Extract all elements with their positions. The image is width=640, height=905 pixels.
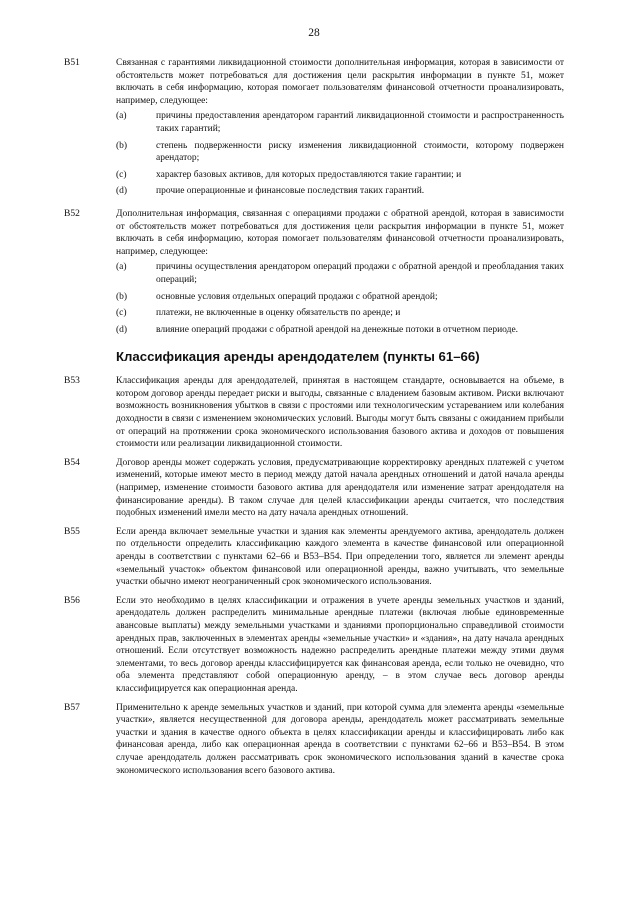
paragraph-b57 bbox=[64, 702, 564, 778]
paragraph-body bbox=[116, 526, 564, 589]
list-item-label: (c) bbox=[116, 169, 127, 180]
paragraph-body bbox=[116, 375, 564, 451]
list-item bbox=[116, 185, 564, 198]
paragraph-b54 bbox=[64, 457, 564, 520]
paragraph-text: Если это необходимо в целях классификации и отражения в учете аренды земельных участков и зданий, арендодатель должен распределить минимальные арендные платежи (включая любые единовременные авансовые выплаты) между земельными участками и зданиями пропорционально справедливой стоимости арендных прав, заключенных в элементах аренды «земельные участки» и «здания», на дату начала арендных отношений. Если отсутствует возможность надежно распределить арендные платежи между этими двумя элементами, то весь договор аренды классифицируется как финансовая аренда, если только не очевидно, что оба элемента представляют собой операционную аренду, – в этом случае весь договор аренды классифицируется как операционная аренда. bbox=[116, 595, 564, 694]
list-item-text: степень подверженности риску изменения ликвидационной стоимости, которому подвержен арендатор; bbox=[156, 140, 564, 164]
paragraph-list bbox=[116, 261, 564, 336]
list-item bbox=[116, 307, 564, 320]
list-item-text: причины осуществления арендатором операций продажи с обратной арендой и преобладания таких операций; bbox=[156, 262, 564, 285]
paragraph-b56 bbox=[64, 595, 564, 696]
paragraph-text: Связанная с гарантиями ликвидационной стоимости дополнительная информация, которая в зависимости от обстоятельств может потребоваться для достижения цели раскрытия информации в пункте 51, может включать в себя информацию, которая помогает пользователям финансовой отчетности проанализировать, например, следующее: bbox=[116, 58, 564, 106]
paragraph-body bbox=[116, 457, 564, 520]
paragraph-b53 bbox=[64, 375, 564, 451]
list-item-label: (a) bbox=[116, 111, 127, 122]
paragraph-number: B52 bbox=[64, 208, 80, 219]
list-item-label: (b) bbox=[116, 291, 128, 302]
list-item-label: (b) bbox=[116, 140, 128, 151]
page-content bbox=[64, 57, 564, 783]
list-item-text: влияние операций продажи с обратной арендой на денежные потоки в отчетном периоде. bbox=[156, 324, 519, 335]
paragraph-list bbox=[116, 110, 564, 198]
paragraph-number: B57 bbox=[64, 702, 80, 713]
paragraph-number: B56 bbox=[64, 595, 80, 606]
paragraph-number: B53 bbox=[64, 376, 80, 387]
list-item bbox=[116, 110, 564, 135]
list-item-text: характер базовых активов, для которых предоставляются такие гарантии; и bbox=[156, 169, 462, 180]
list-item bbox=[116, 291, 564, 304]
paragraph-number: B54 bbox=[64, 457, 80, 468]
paragraph-text: Если аренда включает земельные участки и здания как элементы арендуемого актива, арендодатель должен по отдельности определить классификацию каждого элемента в качестве финансовой или операционной аренды в соответствии с пунктами 62–66 и B53–B54. При определении того, является ли элемент аренды «земельный участок» объектом финансовой или операционной аренды, важно учитывать, что земельные участки обычно имеют неограниченный срок экономического использования. bbox=[116, 526, 564, 588]
paragraph-b52 bbox=[64, 208, 564, 340]
list-item-text: прочие операционные и финансовые последствия таких гарантий. bbox=[156, 186, 425, 197]
list-item bbox=[116, 261, 564, 286]
paragraph-body bbox=[116, 57, 564, 202]
paragraph-text: Договор аренды может содержать условия, предусматривающие корректировку арендных платежей с учетом изменений, которые имеют место в период между датой начала арендных отношений и датой начала аренды (например, изменение стоимости базового актива для арендодателя или изменение затрат арендодателя на финансирование аренды). В таком случае для целей классификации аренды считается, что последствия подобных изменений имели место на дату начала арендных отношений. bbox=[116, 457, 564, 519]
paragraph-body bbox=[116, 208, 564, 340]
list-item-label: (d) bbox=[116, 324, 128, 335]
paragraph-b51 bbox=[64, 57, 564, 202]
list-item-text: платежи, не включенные в оценку обязательств по аренде; и bbox=[156, 308, 401, 319]
list-item-label: (d) bbox=[116, 186, 128, 197]
list-item bbox=[116, 324, 564, 337]
paragraph-body bbox=[116, 702, 564, 778]
paragraph-text: Применительно к аренде земельных участков и зданий, при которой сумма для элемента аренды «земельные участки», является несущественной для договора аренды, арендодатель может рассматривать земельные участки и здания в качестве одного объекта в целях классификации аренды и классифицировать либо как финансовая аренда, либо как операционная аренда в соответствии с пунктами 62–66 и B53–B54. В этом случае арендодатель должен рассматривать срок экономического использования зданий в качестве срока экономического использования всего базового актива. bbox=[116, 702, 564, 776]
paragraph-number: B51 bbox=[64, 58, 80, 68]
page-number: 28 bbox=[308, 27, 320, 39]
list-item-text: основные условия отдельных операций продажи с обратной арендой; bbox=[156, 291, 438, 302]
list-item bbox=[116, 140, 564, 165]
paragraph-body bbox=[116, 595, 564, 696]
section-heading: Классификация аренды арендодателем (пункты 61–66) bbox=[116, 349, 480, 365]
paragraph-b55 bbox=[64, 526, 564, 589]
paragraph-number: B55 bbox=[64, 526, 80, 537]
paragraph-text: Классификация аренды для арендодателей, принятая в настоящем стандарте, основывается на объеме, в котором договор аренды передает риски и выгоды, связанные с владением базовым активом. Риски включают возможность возникновения убытков в связи с простоями или технологическим устареванием или колебания доходности в связи с изменением экономических условий. Выгоды могут быть связаны с ожиданием прибыли от операций на протяжении срока экономического использования базового актива и доходов от повышения стоимости или реализации ликвидационной стоимости. bbox=[116, 376, 564, 450]
list-item-label: (c) bbox=[116, 308, 127, 319]
list-item-label: (a) bbox=[116, 262, 127, 273]
list-item bbox=[116, 169, 564, 182]
list-item-text: причины предоставления арендатором гарантий ликвидационной стоимости и распространенность таких гарантий; bbox=[156, 111, 564, 134]
paragraph-text: Дополнительная информация, связанная с операциями продажи с обратной арендой, которая в зависимости от обстоятельств может потребоваться для достижения цели раскрытия информации в пункте 51, может включать в себя информацию, которая помогает пользователям финансовой отчетности проанализировать, например, следующее: bbox=[116, 208, 564, 257]
